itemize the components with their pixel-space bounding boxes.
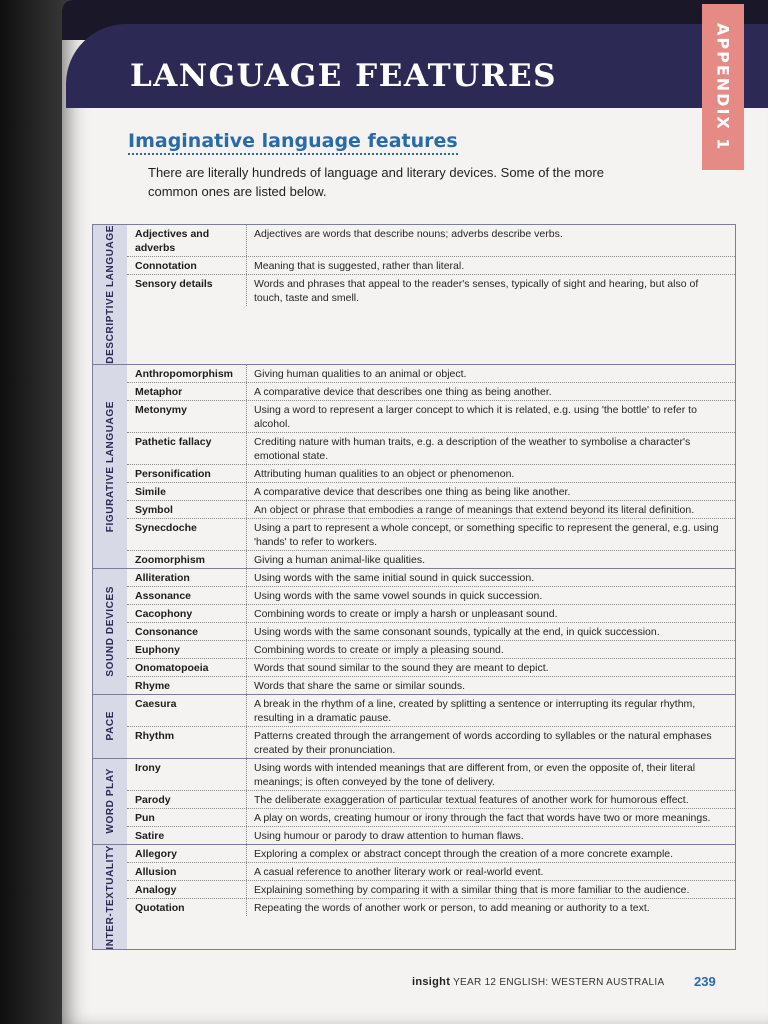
table-row bbox=[127, 695, 735, 726]
table-row bbox=[127, 790, 735, 808]
table-row bbox=[127, 400, 735, 432]
footer-text: YEAR 12 ENGLISH: WESTERN AUSTRALIA bbox=[453, 977, 665, 988]
book-gutter bbox=[0, 0, 70, 1024]
table-row bbox=[127, 586, 735, 604]
page-title: LANGUAGE FEATURES bbox=[130, 58, 558, 94]
appendix-tab-label: APPENDIX 1 bbox=[713, 22, 733, 152]
definition-cell: Using words with the same initial sound in quick succession. bbox=[254, 571, 535, 584]
definition-cell: A casual reference to another literary work or real-world event. bbox=[254, 865, 544, 878]
term-cell: Adjectives and adverbs bbox=[127, 225, 247, 256]
group-label-cell bbox=[92, 365, 127, 568]
term-cell: Sensory details bbox=[127, 275, 247, 306]
definition-cell: Using words with the same vowel sounds in quick succession. bbox=[254, 589, 543, 602]
table-row bbox=[127, 826, 735, 844]
table-row bbox=[127, 622, 735, 640]
definition-cell: Using a word to represent a larger concept to which it is related, e.g. using 'the bottle' to refer to alcohol. bbox=[254, 403, 697, 430]
feature-group bbox=[92, 224, 736, 364]
definition-cell: Combining words to create or imply a pleasing sound. bbox=[254, 643, 504, 656]
table-row bbox=[127, 382, 735, 400]
table-row bbox=[127, 759, 735, 790]
term-cell: Simile bbox=[127, 483, 247, 500]
group-label-cell bbox=[92, 569, 127, 694]
definition-cell: Words that sound similar to the sound they are meant to depict. bbox=[254, 661, 549, 674]
term-cell: Consonance bbox=[127, 623, 247, 640]
table-row bbox=[127, 604, 735, 622]
definition-cell: Meaning that is suggested, rather than literal. bbox=[254, 260, 465, 272]
group-label-cell bbox=[92, 695, 127, 758]
term-cell: Zoomorphism bbox=[127, 551, 247, 568]
term-cell: Euphony bbox=[127, 641, 247, 658]
term-cell: Quotation bbox=[127, 899, 247, 916]
group-label: FIGURATIVE LANGUAGE bbox=[104, 400, 116, 532]
table-row bbox=[127, 880, 735, 898]
table-row bbox=[127, 500, 735, 518]
page-number: 239 bbox=[694, 974, 716, 989]
group-rows bbox=[127, 695, 736, 758]
definition-cell: Attributing human qualities to an object or phenomenon. bbox=[254, 467, 515, 480]
table-row bbox=[127, 862, 735, 880]
term-cell: Pathetic fallacy bbox=[127, 433, 247, 464]
feature-group bbox=[92, 758, 736, 844]
definition-cell: Words that share the same or similar sounds. bbox=[254, 679, 466, 692]
term-cell: Symbol bbox=[127, 501, 247, 518]
table-row bbox=[127, 658, 735, 676]
definition-cell: Using a part to represent a whole concept, or something specific to represent the general, e.g. using 'hands' to refer to workers. bbox=[254, 521, 719, 548]
table-row bbox=[127, 640, 735, 658]
table-row bbox=[127, 550, 735, 568]
term-cell: Rhyme bbox=[127, 677, 247, 694]
group-rows bbox=[127, 225, 736, 364]
group-rows bbox=[127, 845, 736, 950]
table-row bbox=[127, 365, 735, 382]
definition-cell: Exploring a complex or abstract concept through the creation of a more concrete example. bbox=[254, 847, 674, 860]
group-rows bbox=[127, 759, 736, 844]
appendix-tab bbox=[702, 4, 744, 170]
group-label: WORD PLAY bbox=[104, 768, 116, 834]
definition-cell: A play on words, creating humour or irony through the fact that words have two or more meanings. bbox=[254, 811, 711, 824]
term-cell: Pun bbox=[127, 809, 247, 826]
book-page bbox=[62, 0, 768, 1024]
feature-group bbox=[92, 844, 736, 951]
group-label-cell bbox=[92, 845, 127, 950]
definition-cell: Combining words to create or imply a harsh or unpleasant sound. bbox=[254, 607, 558, 620]
definition-cell: Using words with the same consonant sounds, typically at the end, in quick succession. bbox=[254, 625, 660, 638]
table-row bbox=[127, 518, 735, 550]
footer-brand: insight bbox=[412, 976, 451, 988]
definition-cell: Crediting nature with human traits, e.g. a description of the weather to symbolise a character's emotional state. bbox=[254, 435, 691, 462]
term-cell: Assonance bbox=[127, 587, 247, 604]
group-label: PACE bbox=[104, 711, 116, 741]
feature-group bbox=[92, 694, 736, 758]
term-cell: Allusion bbox=[127, 863, 247, 880]
group-rows bbox=[127, 569, 736, 694]
term-cell: Metaphor bbox=[127, 383, 247, 400]
term-cell: Cacophony bbox=[127, 605, 247, 622]
term-cell: Onomatopoeia bbox=[127, 659, 247, 676]
definition-cell: A break in the rhythm of a line, created by splitting a sentence or interrupting its regular rhythm, resulting in a dramatic pause. bbox=[254, 697, 696, 724]
definition-cell: Using words with intended meanings that are different from, or even the opposite of, their literal meanings; is often conveyed by the tone of delivery. bbox=[254, 761, 696, 788]
feature-group bbox=[92, 568, 736, 694]
definition-cell: Repeating the words of another work or person, to add meaning or authority to a text. bbox=[254, 901, 650, 914]
term-cell: Anthropomorphism bbox=[127, 365, 247, 382]
table-row bbox=[127, 726, 735, 758]
group-label-cell bbox=[92, 225, 127, 364]
term-cell: Connotation bbox=[127, 257, 247, 274]
table-row bbox=[127, 274, 735, 306]
term-cell: Synecdoche bbox=[127, 519, 247, 550]
table-row bbox=[127, 569, 735, 586]
table-row bbox=[127, 464, 735, 482]
group-label-cell bbox=[92, 759, 127, 844]
term-cell: Analogy bbox=[127, 881, 247, 898]
table-row bbox=[127, 808, 735, 826]
features-table bbox=[92, 224, 736, 950]
definition-cell: The deliberate exaggeration of particular textual features of another work for humorous effect. bbox=[254, 793, 689, 806]
term-cell: Personification bbox=[127, 465, 247, 482]
group-label: SOUND DEVICES bbox=[104, 585, 116, 677]
definition-cell: Adjectives are words that describe nouns; adverbs describe verbs. bbox=[254, 228, 563, 240]
term-cell: Rhythm bbox=[127, 727, 247, 758]
feature-group bbox=[92, 364, 736, 568]
definition-cell: Giving human qualities to an animal or object. bbox=[254, 367, 467, 380]
definition-cell: An object or phrase that embodies a range of meanings that extend beyond its literal definition. bbox=[254, 503, 695, 516]
table-row bbox=[127, 432, 735, 464]
table-row bbox=[127, 225, 735, 256]
group-rows bbox=[127, 365, 736, 568]
definition-cell: Explaining something by comparing it with a similar thing that is more familiar to the audience. bbox=[254, 883, 690, 896]
group-label: INTER-TEXTUALITY bbox=[104, 844, 116, 950]
term-cell: Parody bbox=[127, 791, 247, 808]
page-footer bbox=[412, 976, 664, 988]
definition-cell: Patterns created through the arrangement of words according to syllables or the natural emphases created by their pronunciation. bbox=[254, 729, 712, 756]
group-label: DESCRIPTIVE LANGUAGE bbox=[104, 225, 116, 364]
term-cell: Alliteration bbox=[127, 569, 247, 586]
table-row bbox=[127, 898, 735, 916]
definition-cell: A comparative device that describes one thing as being like another. bbox=[254, 485, 571, 498]
definition-cell: Giving a human animal-like qualities. bbox=[254, 553, 425, 566]
table-row bbox=[127, 676, 735, 694]
definition-cell: Words and phrases that appeal to the reader's senses, typically of sight and hearing, but also of touch, taste and smell. bbox=[254, 278, 699, 304]
term-cell: Metonymy bbox=[127, 401, 247, 432]
table-row bbox=[127, 256, 735, 274]
term-cell: Irony bbox=[127, 759, 247, 790]
intro-paragraph: There are literally hundreds of language and literary devices. Some of the more common ones are listed below. bbox=[148, 165, 604, 199]
definition-cell: Using humour or parody to draw attention to human flaws. bbox=[254, 829, 524, 842]
section-heading: Imaginative language features bbox=[128, 130, 458, 155]
term-cell: Allegory bbox=[127, 845, 247, 862]
table-row bbox=[127, 845, 735, 862]
definition-cell: A comparative device that describes one thing as being another. bbox=[254, 385, 552, 398]
table-row bbox=[127, 482, 735, 500]
term-cell: Caesura bbox=[127, 695, 247, 726]
term-cell: Satire bbox=[127, 827, 247, 844]
